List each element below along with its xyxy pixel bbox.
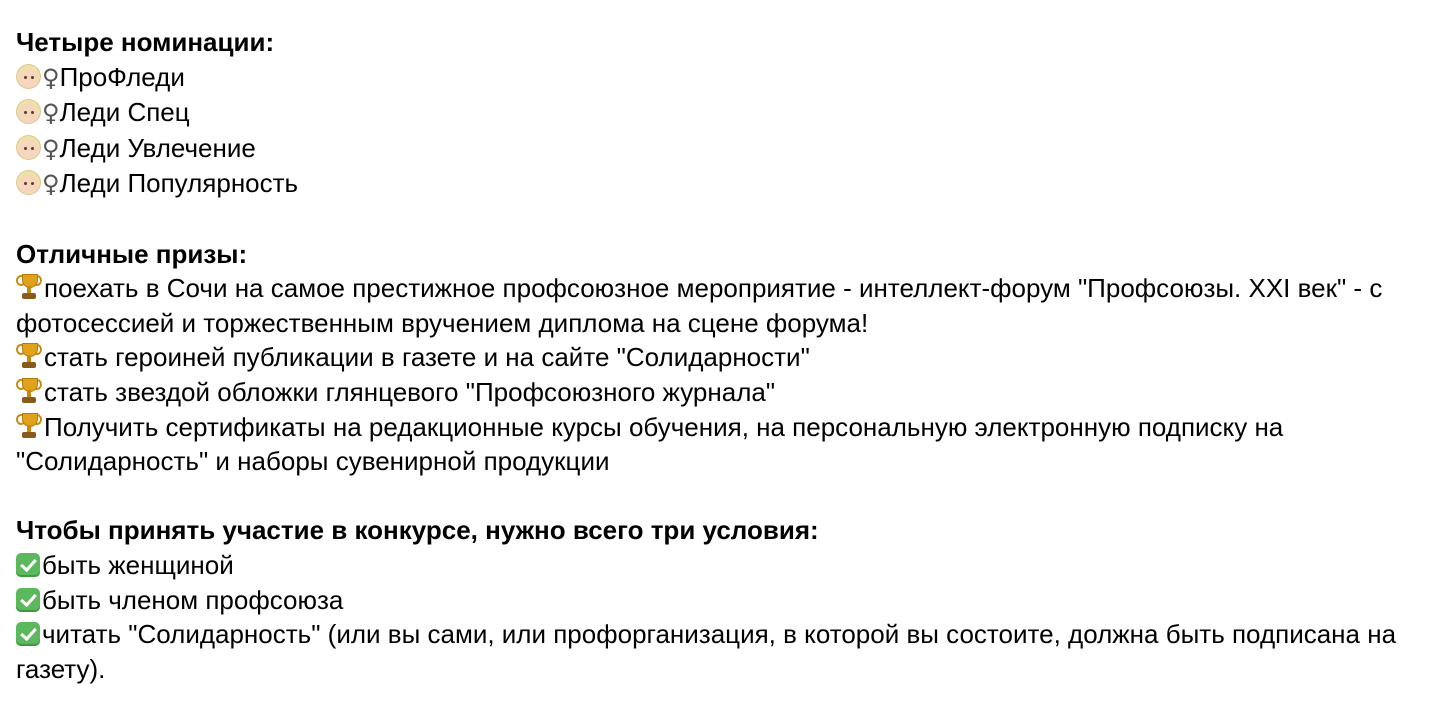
prize-text: стать героиней публикации в газете и на сайте "Солидарности" <box>44 342 810 373</box>
prizes-section <box>16 237 1424 479</box>
trophy-icon <box>16 377 42 404</box>
condition-item <box>16 548 1424 583</box>
nomination-item <box>16 95 1424 131</box>
document-body <box>16 25 1424 686</box>
woman-icon <box>16 170 41 195</box>
condition-text: быть женщиной <box>42 549 234 580</box>
trophy-icon <box>16 412 42 439</box>
nomination-label: Леди Спец <box>59 97 190 128</box>
paragraph-spacer <box>16 479 1424 514</box>
prize-item <box>16 271 1424 340</box>
nominations-section <box>16 25 1424 202</box>
prizes-heading: Отличные призы: <box>16 238 248 269</box>
nomination-label: Леди Популярность <box>59 168 299 199</box>
female-sign-icon: ♀ <box>42 170 60 199</box>
nomination-item <box>16 131 1424 167</box>
prize-text: поехать в Сочи на самое престижное профсоюзное мероприятие - интеллект-форум "Профсоюзы. XXI век" - с фотосессией и торжественным вручением диплома на сцене форума! <box>16 273 1383 338</box>
prize-item <box>16 340 1424 375</box>
prize-text: стать звездой обложки глянцевого "Профсоюзного журнала" <box>44 376 776 407</box>
woman-icon <box>16 99 41 124</box>
condition-item <box>16 617 1424 686</box>
nomination-item <box>16 166 1424 202</box>
nominations-heading: Четыре номинации: <box>16 27 275 57</box>
female-sign-icon: ♀ <box>42 63 60 92</box>
trophy-icon <box>16 273 42 300</box>
nomination-item <box>16 60 1424 96</box>
condition-text: читать "Солидарность" (или вы сами, или профорганизация, в которой вы состоите, должна быть подписана на газету). <box>16 619 1397 684</box>
trophy-icon <box>16 342 42 369</box>
woman-icon <box>16 135 41 160</box>
female-sign-icon: ♀ <box>42 134 60 163</box>
woman-icon <box>16 64 41 89</box>
paragraph-spacer <box>16 202 1424 237</box>
condition-text: быть членом профсоюза <box>42 584 344 615</box>
prize-text: Получить сертификаты на редакционные курсы обучения, на персональную электронную подписку на "Солидарность" и наборы сувенирной продукции <box>16 411 1284 477</box>
nomination-label: Леди Увлечение <box>59 132 256 163</box>
nomination-label: ПроФледи <box>59 61 185 92</box>
conditions-section <box>16 513 1424 686</box>
check-mark-icon <box>16 553 40 577</box>
prize-item <box>16 375 1424 410</box>
conditions-heading: Чтобы принять участие в конкурсе, нужно всего три условия: <box>16 515 819 546</box>
condition-item <box>16 583 1424 618</box>
female-sign-icon: ♀ <box>42 99 60 128</box>
prize-item <box>16 410 1424 479</box>
check-mark-icon <box>16 622 40 646</box>
check-mark-icon <box>16 588 40 612</box>
